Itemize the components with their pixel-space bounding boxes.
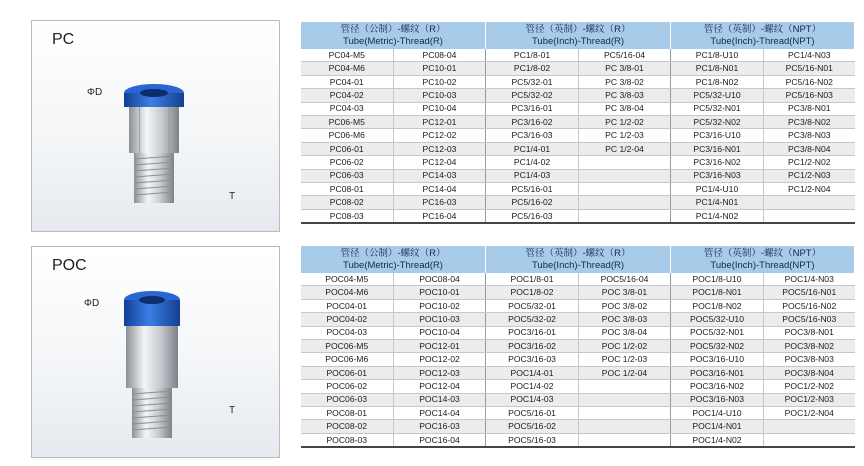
- poc-part-number-cell: [579, 406, 671, 419]
- poc-table-row: [301, 326, 855, 339]
- poc-part-number-cell: POC12-03: [394, 366, 486, 379]
- poc-part-number-cell: POC08-03: [301, 433, 394, 447]
- poc-part-number-cell: POC10-04: [394, 326, 486, 339]
- poc-part-number-cell: POC06-01: [301, 366, 394, 379]
- poc-part-number-cell: POC1/2-N04: [764, 406, 855, 419]
- pc-table-row: [301, 129, 855, 142]
- poc-part-number-cell: POC 3/8-04: [579, 326, 671, 339]
- pc-part-number-cell: PC 3/8-02: [579, 75, 671, 88]
- poc-part-number-cell: POC3/16-02: [486, 339, 579, 352]
- poc-part-number-cell: POC1/4-N01: [671, 420, 764, 433]
- pc-part-number-cell: PC5/32-U10: [671, 89, 764, 102]
- poc-part-number-cell: POC1/2-N03: [764, 393, 855, 406]
- poc-part-number-cell: POC1/4-02: [486, 380, 579, 393]
- poc-table-row: [301, 273, 855, 286]
- pc-part-number-cell: PC3/16-03: [486, 129, 579, 142]
- poc-table-header: [301, 246, 855, 273]
- poc-part-number-cell: POC3/16-03: [486, 353, 579, 366]
- pc-part-number-cell: PC08-04: [394, 49, 486, 62]
- poc-part-number-cell: POC10-01: [394, 286, 486, 299]
- poc-spec-table: [300, 246, 855, 448]
- pc-part-number-cell: PC10-03: [394, 89, 486, 102]
- poc-table-row: [301, 380, 855, 393]
- poc-part-number-cell: POC16-04: [394, 433, 486, 447]
- poc-part-number-cell: POC06-M6: [301, 353, 394, 366]
- poc-part-number-cell: POC04-02: [301, 313, 394, 326]
- pc-part-number-cell: PC06-M5: [301, 115, 394, 128]
- pc-part-number-cell: PC5/16-N03: [764, 89, 855, 102]
- pc-part-number-cell: [764, 196, 855, 209]
- poc-part-number-cell: POC5/32-01: [486, 299, 579, 312]
- poc-inch-thread-npt-header: 管径（英制）-螺纹（NPT） Tube(Inch)-Thread(NPT): [671, 246, 855, 273]
- pc-part-number-cell: PC12-03: [394, 142, 486, 155]
- pc-part-number-cell: PC 3/8-04: [579, 102, 671, 115]
- poc-part-number-cell: POC1/4-U10: [671, 406, 764, 419]
- pc-part-number-cell: PC5/16-N02: [764, 75, 855, 88]
- pc-table-row: [301, 62, 855, 75]
- poc-table-row: [301, 313, 855, 326]
- pc-part-number-cell: PC3/8-N04: [764, 142, 855, 155]
- pc-part-number-cell: PC1/2-N04: [764, 182, 855, 195]
- pc-part-number-cell: PC3/16-01: [486, 102, 579, 115]
- pc-diameter-label: ΦD: [87, 87, 103, 98]
- pc-part-number-cell: PC12-04: [394, 156, 486, 169]
- poc-part-number-cell: POC04-M6: [301, 286, 394, 299]
- pc-part-number-cell: PC1/8-01: [486, 49, 579, 62]
- pc-part-number-cell: PC14-04: [394, 182, 486, 195]
- pc-part-number-cell: PC3/8-N02: [764, 115, 855, 128]
- pc-part-number-cell: PC3/16-N02: [671, 156, 764, 169]
- pc-part-number-cell: PC04-02: [301, 89, 394, 102]
- pc-part-number-cell: PC5/32-02: [486, 89, 579, 102]
- pc-part-number-cell: PC04-01: [301, 75, 394, 88]
- pc-table-row: [301, 182, 855, 195]
- pc-thread-label: T: [229, 191, 236, 202]
- pc-spec-table: [300, 22, 855, 224]
- poc-table-row: [301, 353, 855, 366]
- pc-table-row: [301, 196, 855, 209]
- poc-fitting-illustration: [32, 247, 281, 459]
- poc-part-number-cell: POC 1/2-03: [579, 353, 671, 366]
- poc-part-number-cell: POC 1/2-02: [579, 339, 671, 352]
- pc-table-row: [301, 169, 855, 182]
- pc-part-number-cell: PC3/8-N03: [764, 129, 855, 142]
- poc-table-row: [301, 433, 855, 447]
- poc-part-number-cell: POC3/8-N04: [764, 366, 855, 379]
- poc-part-number-cell: [579, 393, 671, 406]
- pc-part-number-cell: [579, 196, 671, 209]
- poc-part-number-cell: POC12-04: [394, 380, 486, 393]
- pc-part-number-cell: PC5/32-N01: [671, 102, 764, 115]
- poc-table-row: [301, 286, 855, 299]
- poc-part-number-cell: POC 1/2-04: [579, 366, 671, 379]
- poc-part-number-cell: POC16-03: [394, 420, 486, 433]
- pc-metric-thread-r-header: 管径（公制）-螺纹（R） Tube(Metric)-Thread(R): [301, 22, 486, 49]
- poc-part-number-cell: POC1/8-U10: [671, 273, 764, 286]
- pc-part-number-cell: PC3/16-N01: [671, 142, 764, 155]
- pc-table-row: [301, 49, 855, 62]
- pc-part-number-cell: PC1/4-03: [486, 169, 579, 182]
- poc-part-number-cell: POC04-01: [301, 299, 394, 312]
- poc-part-number-cell: [579, 420, 671, 433]
- poc-part-number-cell: POC5/16-N01: [764, 286, 855, 299]
- pc-part-number-cell: PC10-04: [394, 102, 486, 115]
- poc-part-number-cell: POC 3/8-03: [579, 313, 671, 326]
- pc-table-row: [301, 89, 855, 102]
- poc-table-row: [301, 393, 855, 406]
- pc-table-row: [301, 156, 855, 169]
- pc-part-number-cell: PC1/4-N02: [671, 209, 764, 223]
- poc-part-number-cell: POC14-04: [394, 406, 486, 419]
- poc-part-number-cell: POC12-01: [394, 339, 486, 352]
- poc-part-number-cell: POC1/8-N02: [671, 299, 764, 312]
- poc-thread-label: T: [229, 405, 236, 416]
- pc-part-number-cell: PC5/16-03: [486, 209, 579, 223]
- poc-part-number-cell: POC06-02: [301, 380, 394, 393]
- pc-part-number-cell: PC1/4-02: [486, 156, 579, 169]
- pc-part-number-cell: PC 3/8-03: [579, 89, 671, 102]
- poc-part-number-cell: POC04-M5: [301, 273, 394, 286]
- pc-part-number-cell: PC 1/2-03: [579, 129, 671, 142]
- poc-part-number-cell: POC 3/8-01: [579, 286, 671, 299]
- pc-table-row: [301, 75, 855, 88]
- poc-part-number-cell: [579, 380, 671, 393]
- poc-part-number-cell: POC1/8-02: [486, 286, 579, 299]
- poc-part-number-cell: POC08-01: [301, 406, 394, 419]
- poc-part-number-cell: POC1/4-N02: [671, 433, 764, 447]
- poc-part-number-cell: POC04-03: [301, 326, 394, 339]
- pc-part-number-cell: PC16-04: [394, 209, 486, 223]
- poc-part-number-cell: POC3/16-N01: [671, 366, 764, 379]
- poc-part-number-cell: [764, 433, 855, 447]
- poc-metric-thread-r-header: 管径（公制）-螺纹（R） Tube(Metric)-Thread(R): [301, 246, 486, 273]
- pc-table-row: [301, 142, 855, 155]
- pc-part-number-cell: PC04-03: [301, 102, 394, 115]
- pc-part-number-cell: PC 3/8-01: [579, 62, 671, 75]
- pc-part-number-cell: PC3/16-U10: [671, 129, 764, 142]
- poc-part-number-cell: POC1/8-N01: [671, 286, 764, 299]
- poc-product-image-box: [31, 246, 280, 458]
- pc-fitting-illustration: [32, 21, 281, 233]
- pc-part-number-cell: PC5/16-01: [486, 182, 579, 195]
- pc-part-number-cell: PC3/8-N01: [764, 102, 855, 115]
- pc-part-number-cell: PC 1/2-04: [579, 142, 671, 155]
- poc-part-number-cell: POC3/8-N03: [764, 353, 855, 366]
- poc-part-number-cell: POC1/4-03: [486, 393, 579, 406]
- pc-part-number-cell: [579, 209, 671, 223]
- poc-part-number-cell: POC1/4-01: [486, 366, 579, 379]
- pc-part-number-cell: PC5/16-N01: [764, 62, 855, 75]
- pc-part-number-cell: PC06-03: [301, 169, 394, 182]
- pc-part-number-cell: PC06-01: [301, 142, 394, 155]
- pc-part-number-cell: PC08-03: [301, 209, 394, 223]
- pc-model-label: PC: [52, 31, 75, 48]
- poc-diameter-label: ΦD: [84, 298, 100, 309]
- poc-part-number-cell: POC1/4-N03: [764, 273, 855, 286]
- poc-table-row: [301, 339, 855, 352]
- pc-part-number-cell: PC14-03: [394, 169, 486, 182]
- pc-part-number-cell: PC04-M5: [301, 49, 394, 62]
- pc-part-number-cell: PC1/4-U10: [671, 182, 764, 195]
- pc-product-image-box: [31, 20, 280, 232]
- pc-part-number-cell: PC08-01: [301, 182, 394, 195]
- poc-part-number-cell: POC1/8-01: [486, 273, 579, 286]
- poc-part-number-cell: POC3/16-N03: [671, 393, 764, 406]
- pc-table-header: [301, 22, 855, 49]
- pc-table-row: [301, 115, 855, 128]
- poc-part-number-cell: POC12-02: [394, 353, 486, 366]
- pc-part-number-cell: PC1/4-N01: [671, 196, 764, 209]
- pc-part-number-cell: PC1/8-U10: [671, 49, 764, 62]
- poc-part-number-cell: POC5/32-N02: [671, 339, 764, 352]
- pc-part-number-cell: PC3/16-N03: [671, 169, 764, 182]
- poc-part-number-cell: POC10-03: [394, 313, 486, 326]
- pc-part-number-cell: PC1/8-02: [486, 62, 579, 75]
- poc-table-row: [301, 406, 855, 419]
- pc-part-number-cell: PC06-02: [301, 156, 394, 169]
- poc-part-number-cell: POC5/16-04: [579, 273, 671, 286]
- poc-part-number-cell: POC10-02: [394, 299, 486, 312]
- poc-table-row: [301, 366, 855, 379]
- pc-part-number-cell: PC1/8-N02: [671, 75, 764, 88]
- pc-table-row: [301, 209, 855, 223]
- pc-part-number-cell: PC08-02: [301, 196, 394, 209]
- pc-part-number-cell: PC5/16-04: [579, 49, 671, 62]
- poc-part-number-cell: POC08-02: [301, 420, 394, 433]
- pc-part-number-cell: PC12-01: [394, 115, 486, 128]
- pc-inch-thread-r-header: 管径（英制）-螺纹（R） Tube(Inch)-Thread(R): [486, 22, 671, 49]
- pc-part-number-cell: PC12-02: [394, 129, 486, 142]
- pc-part-number-cell: PC3/16-02: [486, 115, 579, 128]
- poc-part-number-cell: POC06-03: [301, 393, 394, 406]
- poc-table-row: [301, 420, 855, 433]
- poc-part-number-cell: POC5/32-02: [486, 313, 579, 326]
- pc-part-number-cell: PC 1/2-02: [579, 115, 671, 128]
- poc-part-number-cell: POC3/16-U10: [671, 353, 764, 366]
- poc-inch-thread-r-header: 管径（英制）-螺纹（R） Tube(Inch)-Thread(R): [486, 246, 671, 273]
- poc-part-number-cell: POC 3/8-02: [579, 299, 671, 312]
- pc-part-number-cell: PC10-01: [394, 62, 486, 75]
- pc-part-number-cell: PC1/2-N02: [764, 156, 855, 169]
- pc-part-number-cell: PC1/2-N03: [764, 169, 855, 182]
- pc-part-number-cell: [579, 182, 671, 195]
- pc-table-row: [301, 102, 855, 115]
- pc-part-number-cell: PC10-02: [394, 75, 486, 88]
- pc-part-number-cell: PC1/8-N01: [671, 62, 764, 75]
- poc-part-number-cell: [579, 433, 671, 447]
- pc-part-number-cell: [579, 156, 671, 169]
- poc-part-number-cell: POC14-03: [394, 393, 486, 406]
- poc-part-number-cell: POC5/16-02: [486, 420, 579, 433]
- pc-part-number-cell: [764, 209, 855, 223]
- pc-part-number-cell: PC04-M6: [301, 62, 394, 75]
- poc-part-number-cell: POC08-04: [394, 273, 486, 286]
- pc-inch-thread-npt-header: 管径（英制）-螺纹（NPT） Tube(Inch)-Thread(NPT): [671, 22, 855, 49]
- poc-part-number-cell: POC5/16-N02: [764, 299, 855, 312]
- pc-part-number-cell: PC06-M6: [301, 129, 394, 142]
- poc-model-label: POC: [52, 257, 87, 274]
- poc-part-number-cell: POC5/32-N01: [671, 326, 764, 339]
- poc-table-row: [301, 299, 855, 312]
- poc-part-number-cell: POC3/8-N01: [764, 326, 855, 339]
- pc-part-number-cell: PC1/4-N03: [764, 49, 855, 62]
- poc-part-number-cell: POC1/2-N02: [764, 380, 855, 393]
- poc-part-number-cell: POC5/16-03: [486, 433, 579, 447]
- pc-part-number-cell: PC5/32-N02: [671, 115, 764, 128]
- poc-part-number-cell: POC5/32-U10: [671, 313, 764, 326]
- poc-part-number-cell: POC3/16-N02: [671, 380, 764, 393]
- poc-part-number-cell: POC5/16-N03: [764, 313, 855, 326]
- pc-part-number-cell: PC16-03: [394, 196, 486, 209]
- pc-part-number-cell: PC5/16-02: [486, 196, 579, 209]
- poc-part-number-cell: POC3/8-N02: [764, 339, 855, 352]
- pc-part-number-cell: [579, 169, 671, 182]
- pc-part-number-cell: PC1/4-01: [486, 142, 579, 155]
- pc-part-number-cell: PC5/32-01: [486, 75, 579, 88]
- poc-part-number-cell: POC5/16-01: [486, 406, 579, 419]
- poc-part-number-cell: POC3/16-01: [486, 326, 579, 339]
- poc-part-number-cell: POC06-M5: [301, 339, 394, 352]
- poc-part-number-cell: [764, 420, 855, 433]
